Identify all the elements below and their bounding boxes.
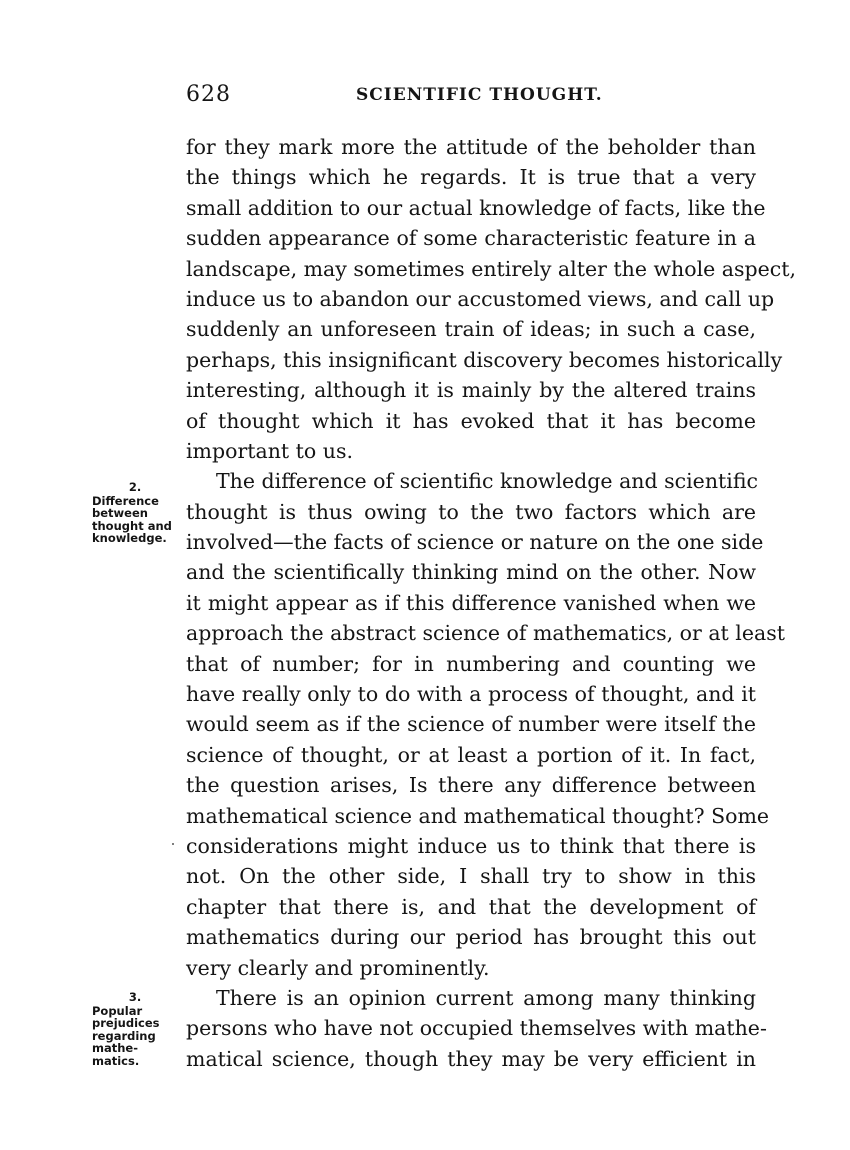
sidenote-line: between bbox=[92, 506, 148, 520]
text-line: that of number; for in numbering and counting we bbox=[186, 651, 756, 676]
text-line: of thought which it has evoked that it has become bbox=[186, 408, 756, 433]
sidenote-line: mathe- bbox=[92, 1041, 138, 1055]
text-line: the question arises, Is there any difference between bbox=[186, 773, 756, 798]
text-line: sudden appearance of some characteristic feature in a bbox=[186, 226, 756, 251]
sidenote-line: matics. bbox=[92, 1053, 140, 1068]
text-line: landscape, may sometimes entirely alter the whole aspect, bbox=[186, 256, 797, 281]
text-line: suddenly an unforeseen train of ideas; in such a case, bbox=[186, 317, 756, 342]
text-line: the things which he regards. It is true that a very bbox=[186, 165, 756, 190]
text-line: important to us. bbox=[186, 438, 354, 463]
sidenote-line: knowledge. bbox=[92, 531, 167, 545]
sidenote-line: Popular bbox=[92, 1003, 143, 1018]
sidenote-line: Difference bbox=[92, 493, 159, 508]
page-header bbox=[186, 82, 756, 118]
text-line: mathematical science and mathematical thought? Some bbox=[186, 803, 770, 828]
text-line: perhaps, this insignificant discovery becomes historically bbox=[186, 347, 783, 372]
sidenote-line: prejudices bbox=[92, 1016, 160, 1030]
text-line: and the scientifically thinking mind on the other. Now bbox=[186, 560, 756, 585]
text-line: chapter that there is, and that the development of bbox=[186, 894, 756, 919]
text-line: it might appear as if this difference vanished when we bbox=[186, 590, 756, 615]
text-line: for they mark more the attitude of the beholder than bbox=[186, 135, 756, 159]
text-line: induce us to abandon our accustomed views, and call up bbox=[186, 286, 775, 311]
sidenote-3 bbox=[92, 991, 184, 1067]
text-line: have really only to do with a process of thought, and it bbox=[186, 682, 756, 707]
page-number: 628 bbox=[186, 82, 231, 107]
sidenote-line: regarding bbox=[92, 1028, 156, 1043]
text-line: would seem as if the science of number were itself the bbox=[186, 712, 756, 737]
paragraph-start-line: There is an opinion current among many thinking bbox=[216, 985, 756, 1010]
text-line: mathematics during our period has brought this out bbox=[186, 925, 756, 950]
text-line: small addition to our actual knowledge of facts, like the bbox=[186, 195, 766, 220]
text-line: persons who have not occupied themselves with mathe- bbox=[186, 1016, 767, 1041]
text-line: involved—the facts of science or nature on the one side bbox=[186, 530, 764, 555]
print-speck bbox=[172, 843, 174, 845]
text-line: interesting, although it is mainly by the altered trains bbox=[186, 378, 756, 403]
text-line: considerations might induce us to think that there is bbox=[186, 833, 756, 858]
running-title: SCIENTIFIC THOUGHT. bbox=[356, 85, 603, 105]
text-line: matical science, though they may be very efficient in bbox=[186, 1046, 756, 1071]
text-line: science of thought, or at least a portion of it. In fact, bbox=[186, 742, 756, 767]
text-line: approach the abstract science of mathematics, or at least bbox=[186, 621, 785, 646]
sidenote-number: 3. bbox=[128, 990, 142, 1004]
paragraph-start-line: The difference of scientific knowledge and scientific bbox=[216, 469, 758, 494]
text-line: not. On the other side, I shall try to show in this bbox=[186, 864, 756, 889]
body-text bbox=[186, 132, 797, 1074]
sidenote-2 bbox=[92, 481, 184, 545]
text-line: very clearly and prominently. bbox=[186, 955, 490, 980]
sidenote-number: 2. bbox=[128, 480, 142, 494]
text-line: thought is thus owing to the two factors which are bbox=[186, 499, 756, 524]
sidenote-line: thought and bbox=[92, 518, 172, 533]
